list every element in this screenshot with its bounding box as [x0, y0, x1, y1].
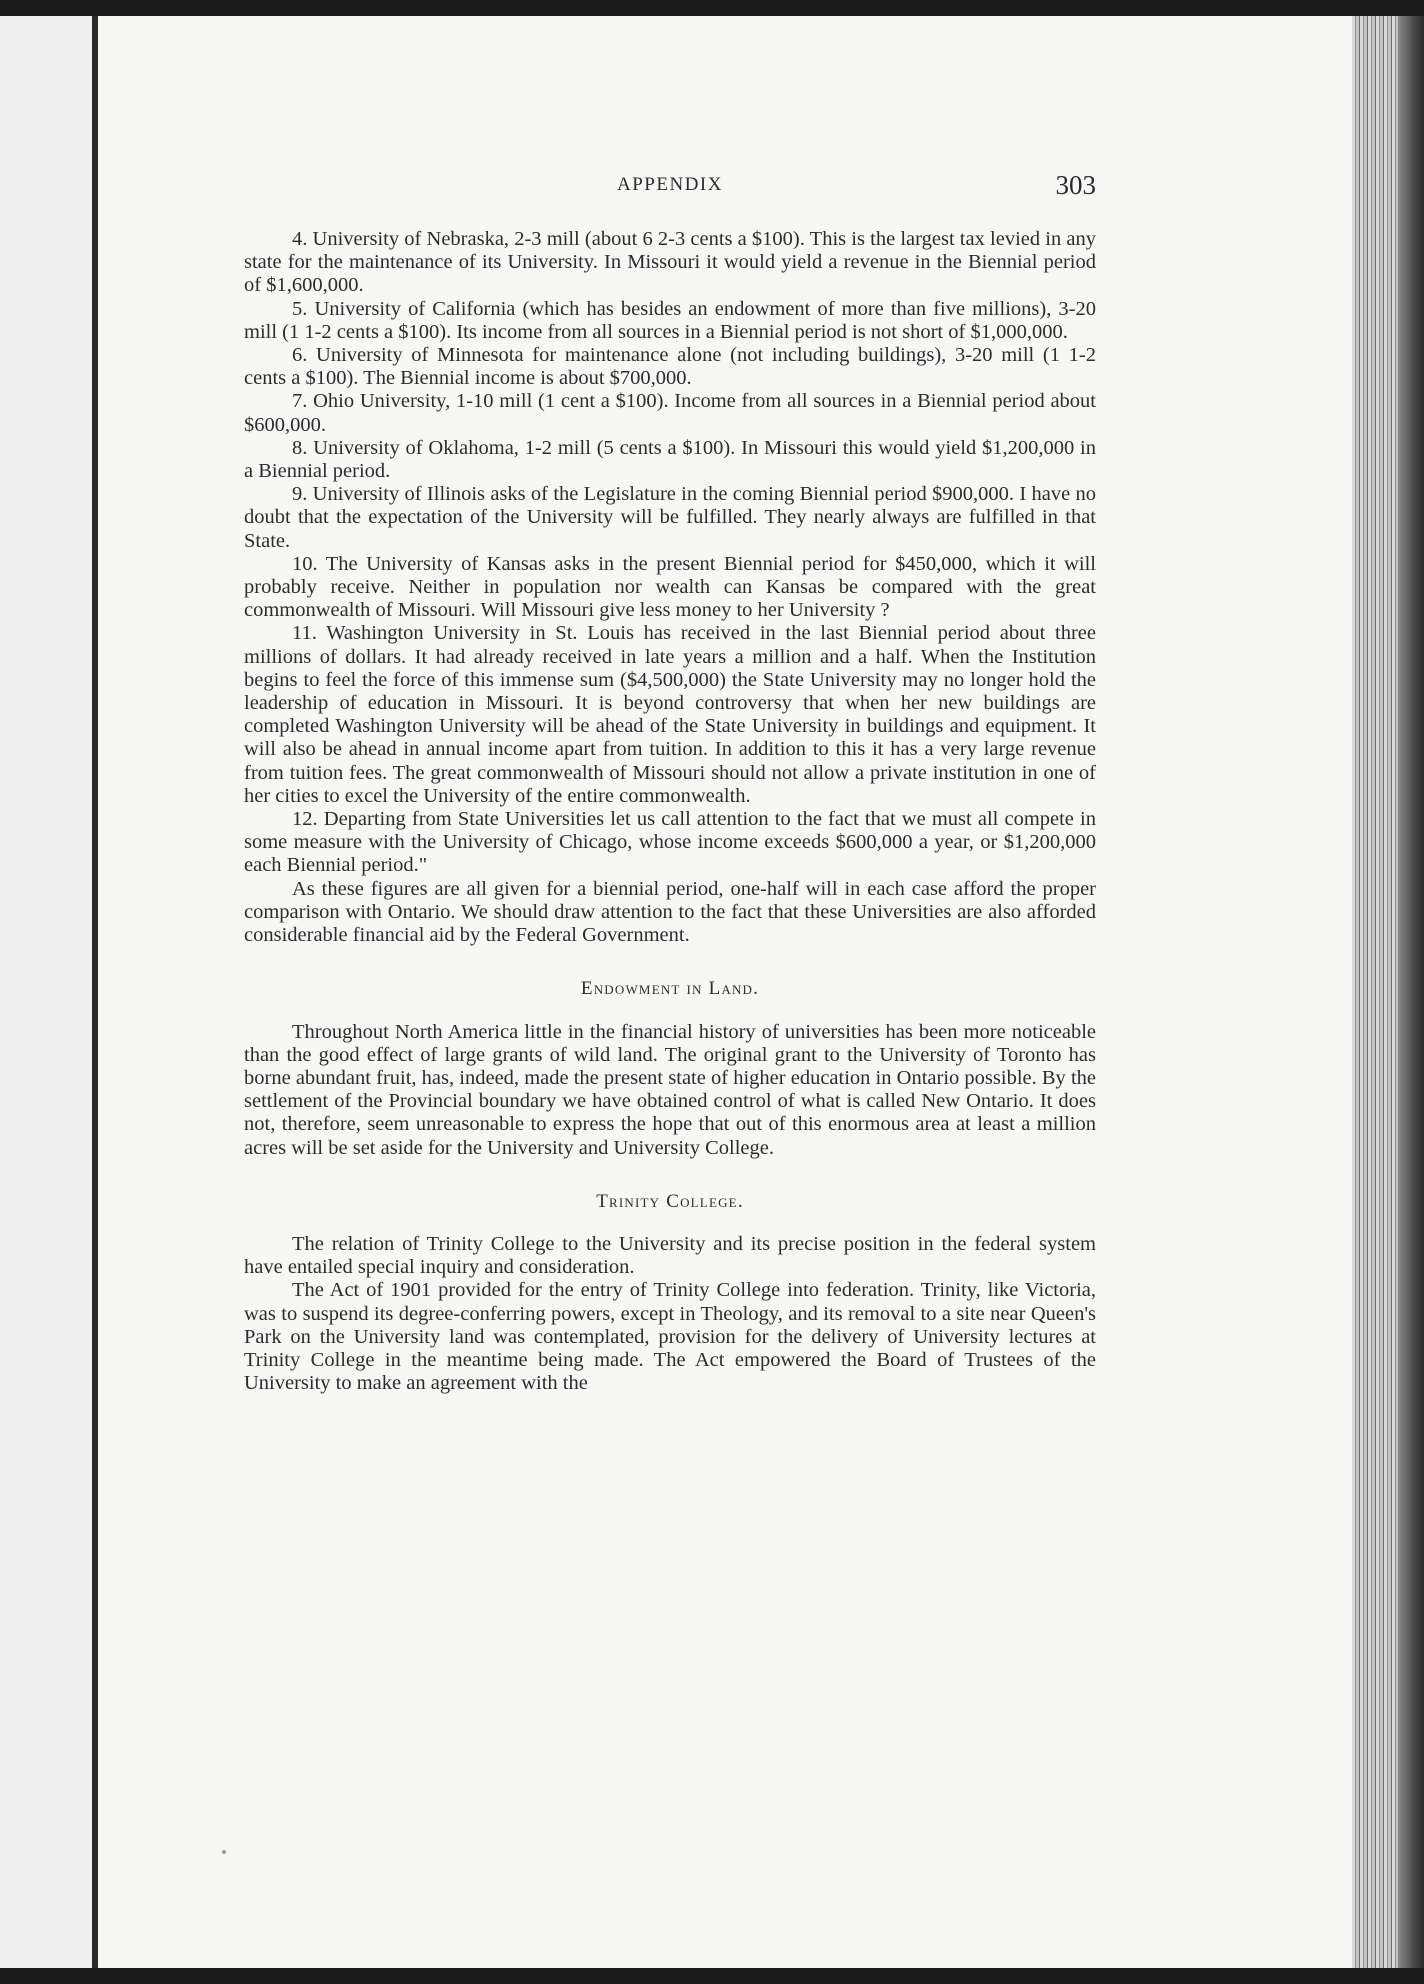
scan-top-border — [0, 0, 1424, 16]
paragraph-illinois: 9. University of Illinois asks of the Legislature in the coming Biennial period $900,000. I have no doubt that the expectation of the University will be fulfilled. They nearly always are fulfilled in that State. — [244, 483, 1096, 552]
paragraph-nebraska: 4. University of Nebraska, 2-3 mill (about 6 2-3 cents a $100). This is the largest tax levied in any state for the maintenance of its University. In Missouri it would yield a revenue in the Biennial period of $1,600,000. — [244, 228, 1096, 297]
section-heading-endowment: Endowment in Land. — [580, 978, 760, 1000]
page-number: 303 — [1055, 170, 1096, 200]
section-heading-trinity: Trinity College. — [596, 1190, 744, 1212]
running-head-title: APPENDIX — [617, 174, 723, 195]
paragraph-trinity-act: The Act of 1901 provided for the entry of Trinity College into federation. Trinity, like Victoria, was to suspend its degree-conferring powers, except in Theology, and its removal to a site near Queen's Park on the University land was contemplated, provision for the delivery of University lectures at Trinity College in the meantime being made. The Act empowered the Board of Trustees of the University to make an agreement with the — [244, 1279, 1096, 1395]
paragraph-trinity-relation: The relation of Trinity College to the University and its precise position in the federal system have entailed special inquiry and consideration. — [244, 1232, 1096, 1279]
paragraph-washington: 11. Washington University in St. Louis has received in the last Biennial period about three millions of dollars. It had already received in late years a million and a half. When the Institution begins to feel the force of this immense sum ($4,500,000) the State University may no longer hold the leadership of education in Missouri. It is beyond controversy that when her new buildings are completed Washington University will be ahead of the State University in buildings and equipment. It will also be ahead in annual income apart from tuition. In addition to this it has a very large revenue from tuition fees. The great commonwealth of Missouri should not allow a private institution in one of her cities to excel the University of the entire commonwealth. — [244, 622, 1096, 807]
running-head — [244, 170, 1096, 206]
paragraph-kansas: 10. The University of Kansas asks in the present Biennial period for $450,000, which it will probably receive. Neither in population nor wealth can Kansas be compared with the great commonwealth of Missouri. Will Missouri give less money to her University ? — [244, 552, 1096, 622]
paragraph-endowment: Throughout North America little in the financial history of universities has been more noticeable than the good effect of large grants of wild land. The original grant to the University of Toronto has borne abundant fruit, has, indeed, made the present state of higher education in Ontario possible. By the settlement of the Provincial boundary we have obtained control of what is called New Ontario. It does not, therefore, seem unreasonable to express the hope that out of this enormous area at least a million acres will be set aside for the University and University College. — [244, 1020, 1096, 1159]
paragraph-ohio: 7. Ohio University, 1-10 mill (1 cent a $100). Income from all sources in a Biennial period about $600,000. — [244, 390, 1096, 436]
paragraph-minnesota: 6. University of Minnesota for maintenance alone (not including buildings), 3-20 mill (1 1-2 cents a $100). The Biennial income is about $700,000. — [244, 344, 1096, 390]
page-stack-shadow — [1398, 16, 1424, 1968]
paragraph-chicago: 12. Departing from State Universities let us call attention to the fact that we must all compete in some measure with the University of Chicago, whose income exceeds $600,000 a year, or $1,200,000 each Biennial period." — [244, 808, 1096, 877]
scan-left-margin — [0, 16, 92, 1968]
scan-speck — [222, 1850, 226, 1854]
paragraph-biennial-note: As these figures are all given for a biennial period, one-half will in each case afford the proper comparison with Ontario. We should draw attention to the fact that these Universities are also afforded considerable financial aid by the Federal Government. — [244, 877, 1096, 947]
paragraph-california: 5. University of California (which has besides an endowment of more than five millions), 3-20 mill (1 1-2 cents a $100). Its income from all sources in a Biennial period is not short of $1,000,000. — [244, 297, 1096, 343]
scan-bottom-border — [0, 1968, 1424, 1984]
paragraph-oklahoma: 8. University of Oklahoma, 1-2 mill (5 cents a $100). In Missouri this would yield $1,200,000 in a Biennial period. — [244, 436, 1096, 483]
page-body — [244, 228, 1096, 1395]
